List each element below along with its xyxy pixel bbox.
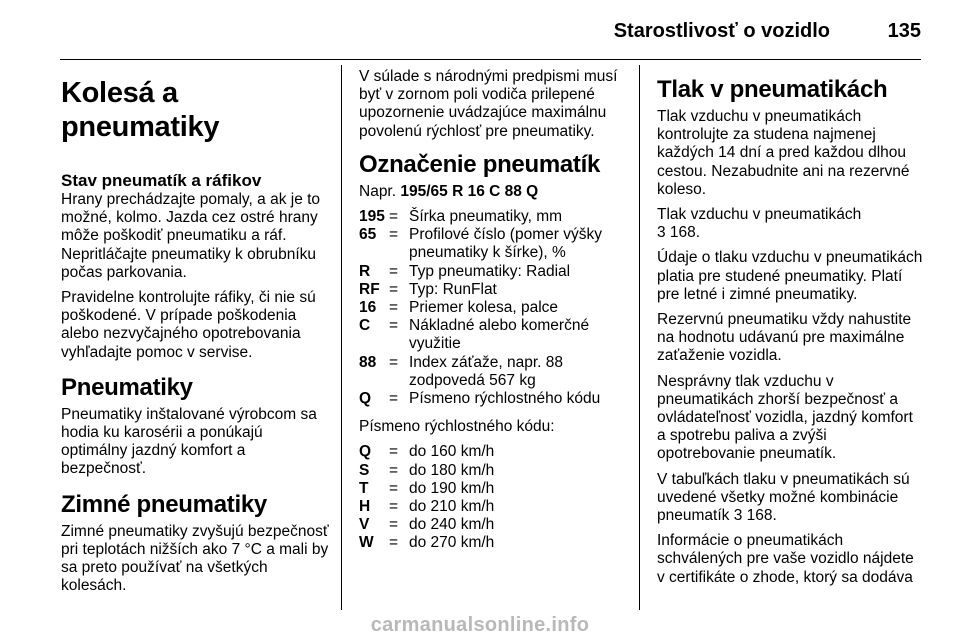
code-meaning: Priemer kolesa, palce xyxy=(409,299,559,317)
code-key: W xyxy=(359,534,374,552)
code-key: T xyxy=(359,479,369,497)
definition-row xyxy=(359,317,629,353)
subsection-heading-stav: Stav pneumatík a ráfikov xyxy=(61,171,262,190)
speed-code-table xyxy=(359,443,494,552)
code-key: V xyxy=(359,516,370,534)
paragraph: Pravidelne kontrolujte ráfiky, či nie sú poškodené. V prípade poškodenia alebo nezvyčajného opotrebovania vyhľadajte pomoc v servise. xyxy=(61,289,316,361)
definition-row xyxy=(359,443,494,461)
code-meaning: do 180 km/h xyxy=(409,461,495,479)
definition-row xyxy=(359,480,494,498)
paragraph: Tlak vzduchu v pneumatikách kontrolujte za studena najmenej každých 14 dní a pred každou dlhou cestou. Nezabudnite ani na rezervné koleso. xyxy=(657,108,910,198)
equals-sign: = xyxy=(389,516,399,534)
equals-sign: = xyxy=(389,317,399,335)
paragraph-text: Tlak vzduchu v pneumatikách xyxy=(657,206,862,224)
equals-sign: = xyxy=(389,208,399,226)
column-divider-1 xyxy=(341,65,342,610)
definition-row xyxy=(359,516,494,534)
column-divider-2 xyxy=(639,65,640,610)
code-meaning: Písmeno rýchlostného kódu xyxy=(409,390,601,408)
definition-row xyxy=(359,281,629,299)
section-heading-zimne: Zimné pneumatiky xyxy=(61,490,267,518)
equals-sign: = xyxy=(389,299,399,317)
section-heading-oznacenie: Označenie pneumatík xyxy=(359,150,601,178)
definition-row xyxy=(359,208,629,226)
code-meaning: Profilové číslo (pomer výšky pneumatiky k šírke), % xyxy=(409,226,602,262)
code-key: H xyxy=(359,498,371,516)
tire-code-table xyxy=(359,208,629,408)
code-key: C xyxy=(359,317,371,335)
code-meaning: Typ pneumatiky: Radial xyxy=(409,262,571,280)
equals-sign: = xyxy=(389,461,399,479)
column-right xyxy=(657,68,925,594)
equals-sign: = xyxy=(389,534,399,552)
definition-row xyxy=(359,226,629,262)
equals-sign: = xyxy=(389,443,399,461)
equals-sign: = xyxy=(389,479,399,497)
equals-sign: = xyxy=(389,280,399,298)
code-key: 65 xyxy=(359,226,377,244)
definition-row xyxy=(359,263,629,281)
section-title: Starostlivosť o vozidlo xyxy=(613,20,830,42)
code-key: Q xyxy=(359,443,372,461)
chapter-heading: Kolesá a pneumatiky xyxy=(61,77,220,143)
code-meaning: Index záťaže, napr. 88 zodpovedá 567 kg xyxy=(409,353,564,389)
paragraph-text: V tabuľkách tlaku v pneumatikách sú uvedené všetky možné kombinácie pneumatík xyxy=(657,470,910,525)
paragraph: Hrany prechádzajte pomaly, a ak je to možné, kolmo. Jazda cez ostré hrany môže poškodiť pneumatiku a ráf. Nepritláčajte pneumatiky k obrubníku počas parkovania. xyxy=(61,191,321,281)
equals-sign: = xyxy=(389,226,399,244)
paragraph: Údaje o tlaku vzduchu v pneumatikách platia pre studené pneumatiky. Platí pre letné i zimné pneumatiky. xyxy=(657,249,923,303)
page-number: 135 xyxy=(887,20,921,42)
watermark: carmanualsonline.info xyxy=(370,614,590,636)
code-key: 88 xyxy=(359,353,377,371)
definition-row xyxy=(359,498,494,516)
header-divider xyxy=(60,59,921,60)
code-key: R xyxy=(359,262,371,280)
code-meaning: do 270 km/h xyxy=(409,534,495,552)
example-code: 195/65 R 16 C 88 Q xyxy=(400,182,539,200)
page-header xyxy=(0,0,960,60)
definition-row xyxy=(359,354,629,390)
example-line xyxy=(359,183,629,201)
page-reference: 3 168. xyxy=(733,507,777,525)
example-label: Napr. xyxy=(359,182,397,200)
code-key: 195 xyxy=(359,208,385,226)
code-meaning: Nákladné alebo komerčné využitie xyxy=(409,317,590,353)
equals-sign: = xyxy=(389,262,399,280)
definition-row xyxy=(359,299,629,317)
code-meaning: do 190 km/h xyxy=(409,479,495,497)
code-meaning: do 240 km/h xyxy=(409,516,495,534)
paragraph: Nesprávny tlak vzduchu v pneumatikách zhorší bezpečnosť a ovládateľnosť vozidla, jazdný komfort a spotrebu paliva a zvýši opotrebovanie pneumatík. xyxy=(657,372,913,463)
paragraph: Zimné pneumatiky zvyšujú bezpečnosť pri teplotách nižších ako 7 °C a mali by sa preto používať na všetkých kolesách. xyxy=(61,522,329,595)
definition-row xyxy=(359,390,629,408)
code-meaning: do 210 km/h xyxy=(409,498,495,516)
section-heading-tlak: Tlak v pneumatikách xyxy=(657,76,888,103)
code-key: 16 xyxy=(359,299,377,317)
code-key: S xyxy=(359,461,370,479)
paragraph: Rezervnú pneumatiku vždy nahustite na hodnotu udávanú pre maximálne zaťaženie vozidla. xyxy=(657,311,912,365)
paragraph xyxy=(657,471,925,526)
equals-sign: = xyxy=(389,353,399,371)
equals-sign: = xyxy=(389,390,399,408)
paragraph xyxy=(657,206,925,242)
paragraph: Písmeno rýchlostného kódu: xyxy=(359,418,555,436)
code-meaning: Šírka pneumatiky, mm xyxy=(409,208,563,226)
definition-row xyxy=(359,462,494,480)
definition-row xyxy=(359,534,494,552)
paragraph: Informácie o pneumatikách schválených pre vaše vozidlo nájdete v certifikáte o zhode, ktorý sa dodáva xyxy=(657,532,914,586)
section-heading-pneumatiky: Pneumatiky xyxy=(61,373,193,401)
code-key: Q xyxy=(359,390,372,408)
paragraph: Pneumatiky inštalované výrobcom sa hodia ku karosérii a ponúkajú optimálny jazdný komfort a bezpečnosť. xyxy=(61,405,317,478)
code-key: RF xyxy=(359,280,380,298)
page-reference: 3 168. xyxy=(657,224,701,242)
code-meaning: Typ: RunFlat xyxy=(409,280,497,298)
paragraph: V súlade s národnými predpismi musí byť v zornom poli vodiča prilepené upozornenie uvádzajúce maximálnu povolenú rýchlosť pre pneumatiky. xyxy=(359,68,618,140)
code-meaning: do 160 km/h xyxy=(409,443,495,461)
column-left xyxy=(61,68,329,602)
column-middle xyxy=(359,68,629,561)
equals-sign: = xyxy=(389,498,399,516)
